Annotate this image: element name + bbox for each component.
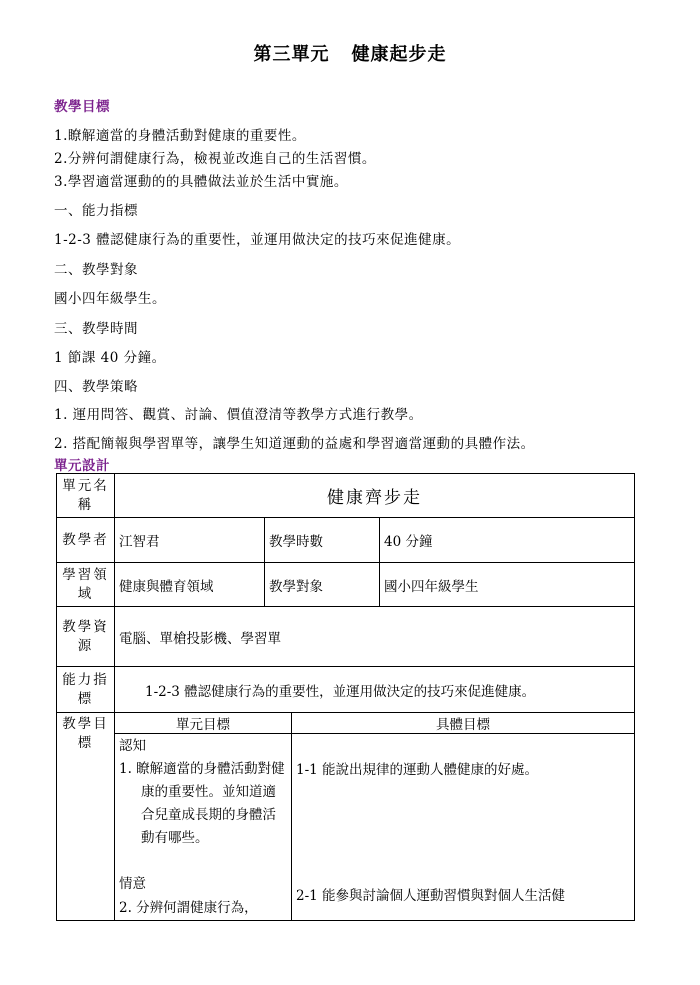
- specific-objective-header: 具體目標: [292, 713, 635, 734]
- specific-objective-cell: [292, 734, 635, 921]
- unit-design-heading: 單元設計: [54, 458, 110, 474]
- strategy-item-1: 1. 運用問答、觀賞、討論、價值澄清等教學方式進行教學。: [54, 407, 423, 423]
- affective-label: 情意: [119, 876, 146, 892]
- row-objectives: [57, 734, 635, 921]
- objective-label: 教學目標: [57, 713, 115, 921]
- affective-item: 2. 分辨何謂健康行為，: [119, 900, 258, 916]
- goal-item-2: 2.分辨何謂健康行為，檢視並改進自己的生活習慣。: [54, 151, 376, 167]
- section-text-time: 1 節課 40 分鐘。: [54, 350, 166, 366]
- section-heading-time: 三、教學時間: [54, 321, 138, 337]
- specific-objective-2: 2-1 能參與討論個人運動習慣與對個人生活健: [296, 888, 566, 904]
- unit-objective-header: 單元目標: [115, 713, 292, 734]
- goal-item-3: 3.學習適當運動的的具體做法並於生活中實施。: [54, 174, 348, 190]
- teacher-label: 教學者: [57, 518, 115, 563]
- section-text-audience: 國小四年級學生。: [54, 291, 166, 307]
- indicator-label: 能力指標: [57, 667, 115, 713]
- target-value: 國小四年級學生: [380, 563, 635, 607]
- indicator-value: 1-2-3 體認健康行為的重要性，並運用做決定的技巧來促進健康。: [115, 667, 635, 713]
- title-unit: 第三單元: [253, 44, 330, 65]
- goal-item-1: 1.瞭解適當的身體活動對健康的重要性。: [54, 128, 306, 144]
- strategy-item-2: 2. 搭配簡報與學習單等，讓學生知道運動的益處和學習適當運動的具體作法。: [54, 436, 535, 452]
- row-unit-name: [57, 474, 635, 518]
- teacher-value: 江智君: [115, 518, 265, 563]
- unit-design-table: [56, 473, 635, 921]
- section-heading-ability: 一、能力指標: [54, 203, 138, 219]
- resource-value: 電腦、單槍投影機、學習單: [115, 607, 635, 667]
- page-title: [0, 40, 700, 66]
- row-teacher: [57, 518, 635, 563]
- row-objective-header: [57, 713, 635, 734]
- cognitive-item: 1. 瞭解適當的身體活動對健康的重要性。並知道適合兒童成長期的身體活動有哪些。: [119, 761, 285, 846]
- cognitive-label: 認知: [119, 738, 146, 754]
- section-heading-audience: 二、教學對象: [54, 262, 138, 278]
- unit-objective-cell: [115, 734, 292, 921]
- unit-name-value: 健康齊步走: [115, 474, 635, 518]
- row-indicator: [57, 667, 635, 713]
- time-value: 40 分鐘: [380, 518, 635, 563]
- title-name: 健康起步走: [351, 44, 447, 65]
- domain-value: 健康與體育領域: [115, 563, 265, 607]
- unit-name-label: 單元名稱: [57, 474, 115, 518]
- row-domain: [57, 563, 635, 607]
- resource-label: 教學資源: [57, 607, 115, 667]
- domain-label: 學習領域: [57, 563, 115, 607]
- row-resources: [57, 607, 635, 667]
- section-heading-strategy: 四、教學策略: [54, 379, 138, 395]
- target-label: 教學對象: [265, 563, 380, 607]
- time-label: 教學時數: [265, 518, 380, 563]
- teaching-goals-heading: 教學目標: [54, 99, 110, 115]
- specific-objective-1: 1-1 能說出規律的運動人體健康的好處。: [296, 762, 539, 778]
- section-text-ability: 1-2-3 體認健康行為的重要性，並運用做決定的技巧來促進健康。: [54, 232, 461, 248]
